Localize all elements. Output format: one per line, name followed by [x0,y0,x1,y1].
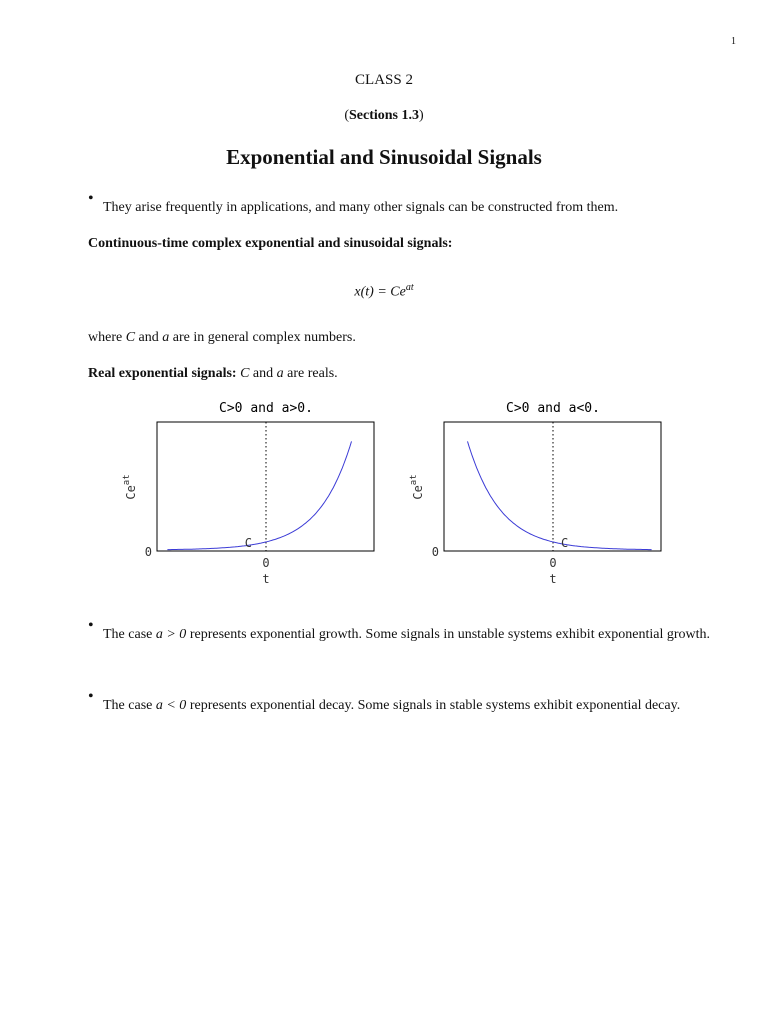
bullet-intro [88,190,736,225]
sections-label [0,108,768,124]
exp-curve [167,441,351,549]
real-mid: and [249,366,277,381]
point-label-c: C [561,536,569,550]
sections-close-paren: ) [419,108,424,123]
growth-post: represents exponential growth. Some signals in unstable systems exhibit exponential growth. [186,627,711,642]
var-a: a [162,330,170,345]
equation-exponent: at [405,282,414,293]
y-axis-label-base: Ce [411,485,425,500]
var-c: C [240,366,250,381]
growth-condition: a > 0 [155,627,187,642]
y-axis-label-sup: at [409,474,419,486]
bullet-growth-text [88,617,736,652]
chart-growth [100,393,400,593]
bullet-decay-text [88,688,736,723]
exp-curve [468,441,652,549]
bullet-dot: • [88,617,94,634]
chart-decay [387,393,687,593]
where-pre: where [88,330,126,345]
var-a: a [276,366,284,381]
y-tick-zero: 0 [144,545,152,559]
point-label-c: C [244,536,252,550]
var-c: C [125,330,136,345]
bullet-growth [88,617,736,652]
equation [0,282,768,301]
real-post: are reals. [283,366,338,381]
chart-title: C>0 and a>0. [219,401,313,416]
page-title: Exponential and Sinusoidal Signals [226,145,542,169]
y-axis-label [409,474,425,499]
y-axis-label [122,474,138,499]
ct-heading: Continuous-time complex exponential and sinusoidal signals: [88,236,453,251]
bullet-dot: • [88,190,94,207]
class-label: CLASS 2 [355,72,413,88]
equation-lhs: x(t) = Ce [354,284,406,300]
y-tick-zero: 0 [431,545,439,559]
where-post: are in general complex numbers. [169,330,356,345]
bullet-dot: • [88,688,94,705]
y-axis-label-sup: at [122,474,132,486]
x-axis-label: t [262,572,270,586]
decay-pre: The case [103,698,156,713]
sections-ref: Sections 1.3 [349,108,419,123]
real-heading-bold: Real exponential signals: [88,366,237,381]
real-heading [88,356,736,391]
bullet-decay [88,688,736,723]
x-tick-zero: 0 [262,556,270,570]
where-mid: and [135,330,163,345]
x-axis-label: t [549,572,557,586]
page-number: 1 [731,36,736,47]
growth-pre: The case [103,627,156,642]
bullet-intro-text: They arise frequently in applications, and many other signals can be constructed from them. [103,200,619,215]
y-axis-label-base: Ce [124,485,138,500]
chart-title: C>0 and a<0. [506,401,600,416]
decay-post: represents exponential decay. Some signals in stable systems exhibit exponential decay. [186,698,681,713]
decay-condition: a < 0 [155,698,187,713]
sections-open-paren: ( [344,108,349,123]
x-tick-zero: 0 [549,556,557,570]
where-text [88,320,736,355]
